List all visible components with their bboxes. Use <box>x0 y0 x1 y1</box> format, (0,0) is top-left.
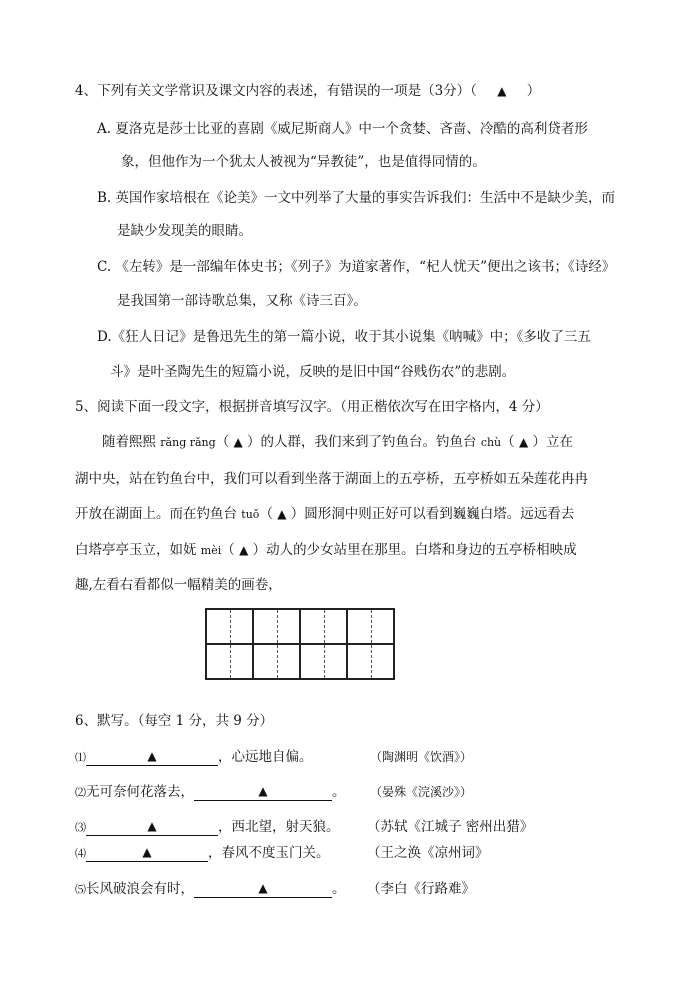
q6-item-5 <box>75 880 346 899</box>
tianzige-cell[interactable] <box>300 609 347 644</box>
q4-option-d-line1: D.《狂人日记》是鲁迅先生的第一篇小说，收于其小说集《呐喊》中；《多收了三五 <box>97 329 591 345</box>
item-number: ⑷ <box>75 847 86 860</box>
answer-blank[interactable] <box>86 819 218 836</box>
q4-option-b-line1: B. 英国作家培根在《论美》一文中列举了大量的事实告诉我们：生活中不是缺少美，而 <box>97 190 616 206</box>
answer-mark: ▲ <box>258 881 268 895</box>
answer-blank[interactable] <box>194 881 332 898</box>
tianzige-answer-grid[interactable] <box>205 608 395 680</box>
answer-blank[interactable] <box>86 749 218 766</box>
q4-stem-text: 4、下列有关文学常识及课文内容的表述，有错误的一项是（3分）（ <box>75 83 477 99</box>
q5-text: 白塔亭亭玉立，如妩 <box>75 542 197 558</box>
q5-text: 的人群，我们来到了钓鱼台。钓鱼台 <box>260 434 477 450</box>
q5-text: 开放在湖面上。而在钓鱼台 <box>75 506 237 522</box>
tianzige-cell[interactable] <box>253 609 300 644</box>
verse-text: ，春风不度玉门关。 <box>208 845 330 861</box>
answer-blank[interactable] <box>86 845 208 862</box>
answer-mark: ▲ <box>147 749 157 763</box>
q6-item-4 <box>75 844 330 863</box>
q6-item-1 <box>75 748 313 767</box>
answer-mark: ▲ <box>518 435 529 449</box>
q6-source-1: （陶渊明《饮酒》） <box>370 750 473 764</box>
answer-mark: ▲ <box>497 84 507 98</box>
tianzige-cell[interactable] <box>347 644 394 679</box>
q5-text: 立在 <box>545 434 573 450</box>
q6-source-3: （苏轼《江城子 密州出猎》 <box>367 819 534 835</box>
q5-para-line2: 湖中央，站在钓鱼台中，我们可以看到坐落于湖面上的五亭桥，五亭桥如五朵莲花冉冉 <box>75 471 588 487</box>
verse-text: 。 <box>332 881 346 897</box>
q5-text: 随着熙熙 <box>102 434 156 450</box>
q4-option-a-line1: A. 夏洛克是莎士比亚的喜剧《威尼斯商人》中一个贪婪、吝啬、冷酷的高利贷者形 <box>97 121 588 137</box>
verse-text: ，西北望，射天狼。 <box>218 819 340 835</box>
q5-para-line3: 开放在湖面上。而在钓鱼台 tuǒ（ ▲ ）圆形洞中则正好可以看到巍巍白塔。远远看去 <box>75 506 575 522</box>
q4-option-c-line2: 是我国第一部诗歌总集，又称《诗三百》。 <box>117 293 367 309</box>
q4-stem-end: ） <box>526 83 541 99</box>
answer-mark: ▲ <box>239 543 249 557</box>
q5-para-line5: 趣,左看右看都似一幅精美的画卷， <box>75 577 282 593</box>
tianzige-cell[interactable] <box>206 609 253 644</box>
pinyin: rǎng rǎng <box>160 436 216 449</box>
pinyin: chù <box>480 436 502 449</box>
q6-item-2 <box>75 783 346 802</box>
verse-text: 无可奈何花落去， <box>86 784 194 800</box>
q5-para-line4: 白塔亭亭玉立，如妩 mèi（ ▲ ）动人的少女站里在那里。白塔和身边的五亭桥相映成 <box>75 542 577 558</box>
tianzige-cell[interactable] <box>253 644 300 679</box>
pinyin: mèi <box>200 544 222 557</box>
tianzige-cell[interactable] <box>206 644 253 679</box>
answer-mark: ▲ <box>277 507 287 521</box>
pinyin: tuǒ <box>241 508 260 521</box>
q6-source-4: （王之涣《凉州词》 <box>367 845 489 861</box>
tianzige-cell[interactable] <box>347 609 394 644</box>
tianzige-cell[interactable] <box>300 644 347 679</box>
q5-text: 圆形洞中则正好可以看到巍巍白塔。远远看去 <box>304 506 575 522</box>
verse-text: 。 <box>332 784 346 800</box>
q5-stem: 5、阅读下面一段文字，根据拼音填写汉字。（用正楷依次写在田字格内，4 分） <box>75 399 549 415</box>
q6-source-5: （李白《行路难》 <box>367 881 475 897</box>
q6-item-3 <box>75 818 340 837</box>
q5-text: 动人的少女站里在那里。白塔和身边的五亭桥相映成 <box>266 542 577 558</box>
q5-para-line1: 随着熙熙 rǎng rǎng（ ▲ ）的人群，我们来到了钓鱼台。钓鱼台 chù（ ▲ ）立在 <box>102 434 573 450</box>
item-number: ⑶ <box>75 821 86 834</box>
verse-text: 长风破浪会有时， <box>86 881 194 897</box>
item-number: ⑸ <box>75 883 86 896</box>
answer-mark: ▲ <box>258 784 268 798</box>
answer-mark: ▲ <box>142 845 152 859</box>
q4-option-b-line2: 是缺少发现美的眼睛。 <box>117 223 252 239</box>
item-number: ⑵ <box>75 786 86 799</box>
q4-option-d-line2: 斗》是叶圣陶先生的短篇小说，反映的是旧中国“谷贱伤农”的悲剧。 <box>110 364 516 380</box>
answer-mark: ▲ <box>233 435 243 449</box>
q4-stem <box>75 82 540 100</box>
answer-blank[interactable] <box>194 784 332 801</box>
q6-source-2: （晏殊《浣溪沙》） <box>370 785 473 799</box>
q6-stem: 6、默写。（每空 1 分，共 9 分） <box>75 713 274 729</box>
q4-option-a-line2: 象，但他作为一个犹太人被视为“异教徒”，也是值得同情的。 <box>121 154 486 170</box>
q4-option-c-line1: C. 《左转》是一部编年体史书；《列子》为道家著作，“杞人忧天”便出之该书；《诗经》 <box>97 259 616 275</box>
item-number: ⑴ <box>75 751 86 764</box>
answer-mark: ▲ <box>147 819 157 833</box>
verse-text: ，心远地自偏。 <box>218 749 313 765</box>
